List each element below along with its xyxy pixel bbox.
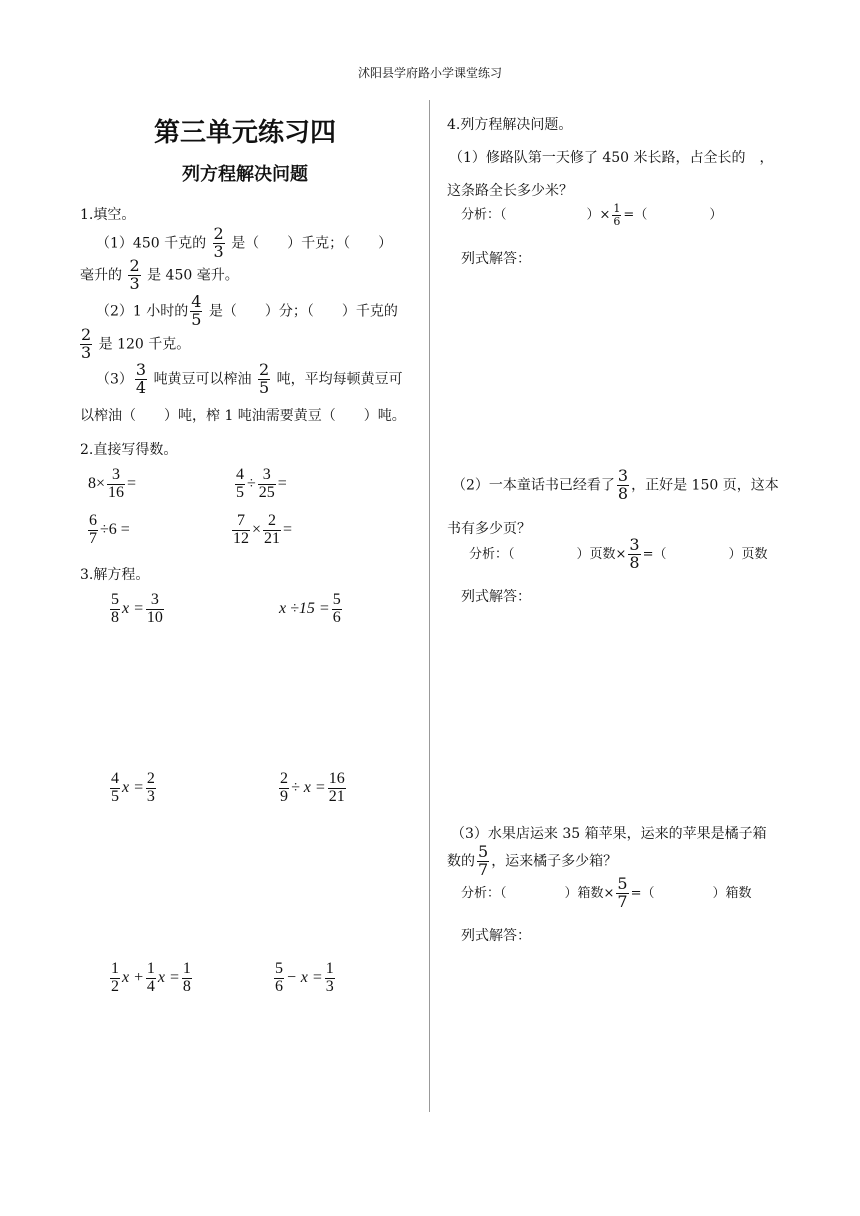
- text: 分析：（: [461, 885, 507, 901]
- text: （2）1 小时的: [96, 303, 189, 320]
- fraction: [107, 467, 125, 502]
- numerator: 2: [81, 325, 92, 344]
- denominator: 5: [236, 483, 244, 501]
- numerator: 5: [478, 842, 489, 861]
- expr: =: [127, 474, 137, 492]
- denominator: 8: [629, 552, 640, 572]
- section-3-heading: 3.解方程。: [80, 567, 150, 583]
- text: ，运来橘子多少箱？: [491, 853, 618, 870]
- denominator: 3: [146, 787, 155, 805]
- problem-3-analysis: [461, 876, 752, 911]
- fraction: [128, 258, 140, 293]
- numerator: 3: [258, 467, 276, 485]
- expr: x =: [157, 968, 180, 986]
- text: 分析：（: [461, 207, 507, 223]
- expr: − x =: [286, 968, 323, 986]
- denominator: 8: [617, 483, 629, 503]
- numerator: 2: [280, 770, 288, 787]
- numerator: 2: [263, 513, 281, 531]
- section-2-heading: 2.直接写得数。: [80, 442, 178, 458]
- numerator: 4: [236, 466, 244, 483]
- text: 吨，平均每顿黄豆可: [276, 371, 403, 388]
- solve-label-2: 列式解答：: [461, 589, 531, 605]
- expr: 8×: [88, 474, 106, 492]
- text: 是（ ）千克；（ ）: [231, 235, 393, 252]
- fill-q1-line2: [80, 258, 239, 293]
- numerator: 2: [213, 224, 224, 243]
- fraction: [182, 961, 192, 996]
- fraction: [279, 771, 289, 806]
- denominator: 2: [111, 977, 119, 995]
- fraction: [328, 771, 346, 806]
- section-1-heading: 1.填空。: [80, 207, 136, 223]
- numerator: 1: [325, 960, 334, 977]
- fraction: [146, 961, 156, 996]
- denominator: 3: [213, 241, 224, 261]
- numerator: 2: [259, 360, 270, 379]
- word-problem-1-line2: 这条路全长多少米？: [447, 183, 573, 199]
- denominator: 5: [191, 309, 202, 329]
- fraction: [274, 961, 284, 996]
- numerator: 4: [191, 292, 202, 311]
- numerator: 2: [129, 256, 140, 275]
- numerator: 3: [107, 467, 125, 485]
- text: ）×: [586, 207, 611, 223]
- page-subtitle: 列方程解决问题: [182, 164, 308, 185]
- fraction: [110, 771, 120, 806]
- numerator: 7: [232, 513, 250, 531]
- problem-1-analysis: [461, 203, 722, 227]
- fill-q3-line2: 以榨油（ ）吨，榨 1 吨油需要黄豆（ ）吨。: [80, 408, 406, 424]
- numerator: 4: [111, 770, 119, 787]
- text: ）页数: [728, 546, 768, 562]
- text: 是 450 毫升。: [147, 267, 239, 284]
- equation-4: [277, 771, 348, 806]
- text: ）箱数×: [564, 885, 615, 901]
- fraction: [110, 592, 120, 627]
- text: ，正好是 150 页，这本: [631, 477, 779, 494]
- numerator: 3: [146, 592, 164, 610]
- numerator: 3: [617, 466, 629, 485]
- fill-q1-line1: [96, 226, 392, 261]
- denominator: 21: [328, 787, 345, 805]
- denominator: 12: [233, 529, 249, 547]
- text: =（: [642, 546, 667, 562]
- word-problem-2-line1: [452, 468, 779, 503]
- fraction: [258, 467, 276, 502]
- calc-item-2: [233, 467, 287, 502]
- numerator: 1: [111, 960, 119, 977]
- expr: x ÷15 =: [279, 599, 330, 617]
- numerator: 2: [146, 770, 155, 787]
- text: =（: [630, 885, 655, 901]
- numerator: 1: [146, 960, 155, 977]
- denominator: 3: [325, 977, 334, 995]
- text: ）箱数: [712, 885, 752, 901]
- operator: ×: [252, 520, 262, 538]
- expr: x =: [122, 778, 144, 796]
- fraction: [232, 513, 250, 548]
- fraction: [616, 876, 628, 911]
- denominator: 9: [280, 787, 288, 805]
- denominator: 7: [89, 529, 97, 547]
- text: （2）一本童话书已经看了: [452, 477, 615, 494]
- operator: ÷: [247, 474, 256, 492]
- fraction: [263, 513, 281, 548]
- denominator: 5: [111, 787, 119, 805]
- denominator: 8: [182, 977, 191, 995]
- text: 数的: [447, 853, 475, 870]
- denominator: 16: [108, 483, 125, 501]
- page-title: 第三单元练习四: [153, 118, 336, 148]
- text: 毫升的: [80, 267, 122, 284]
- fraction: [146, 771, 156, 806]
- fraction: [135, 362, 147, 397]
- denominator: 4: [146, 977, 155, 995]
- page-header: 沭阳县学府路小学课堂练习: [357, 66, 502, 80]
- word-problem-3-line2: [447, 844, 617, 879]
- text: （3）: [96, 371, 133, 388]
- numerator: 1: [182, 960, 191, 977]
- word-problem-1-line1: （1）修路队第一天修了 450 米长路，占全长的 ，: [449, 150, 774, 166]
- text: 吨黄豆可以榨油: [153, 371, 252, 388]
- equation-5: [108, 961, 194, 996]
- expr: =: [277, 474, 287, 492]
- fill-q2-line2: [78, 327, 190, 362]
- denominator: 7: [478, 859, 489, 879]
- denominator: 10: [146, 608, 163, 626]
- numerator: 16: [328, 770, 345, 787]
- fraction: [80, 327, 92, 362]
- denominator: 5: [259, 377, 270, 397]
- fraction: [258, 362, 270, 397]
- numerator: 3: [135, 360, 147, 379]
- fraction: [325, 961, 335, 996]
- fraction: [213, 226, 225, 261]
- fill-q3-line1: [96, 362, 403, 397]
- denominator: 4: [135, 377, 147, 397]
- calc-item-4: [230, 513, 292, 548]
- denominator: 3: [129, 273, 140, 293]
- calc-item-1: [88, 467, 136, 502]
- column-divider: [429, 100, 430, 1112]
- expr: x +: [122, 968, 144, 986]
- expr: ÷6 =: [100, 520, 130, 538]
- text: ）: [709, 207, 723, 223]
- numerator: 5: [111, 591, 119, 608]
- fraction: [628, 537, 640, 572]
- text: 分析：（: [469, 546, 515, 562]
- equation-2: [279, 592, 344, 627]
- denominator: 7: [617, 891, 628, 911]
- fraction: [617, 468, 629, 503]
- denominator: 6: [275, 977, 283, 995]
- text: （1）450 千克的: [96, 235, 207, 252]
- denominator: 6: [613, 214, 621, 228]
- fraction: [612, 203, 621, 227]
- denominator: 25: [258, 483, 275, 501]
- numerator: 1: [613, 202, 621, 215]
- word-problem-2-line2: 书有多少页？: [447, 521, 531, 537]
- text: 是 120 千克。: [98, 336, 191, 353]
- fraction: [235, 467, 245, 502]
- problem-2-analysis: [469, 537, 768, 572]
- section-4-heading: 4.列方程解决问题。: [447, 117, 573, 133]
- fill-q2-line1: [96, 294, 398, 329]
- denominator: 8: [111, 608, 119, 626]
- text: 是（ ）分；（ ）千克的: [208, 303, 398, 320]
- numerator: 6: [89, 512, 97, 529]
- denominator: 6: [332, 608, 341, 626]
- numerator: 5: [617, 874, 628, 893]
- equation-6: [272, 961, 337, 996]
- solve-label-3: 列式解答：: [461, 928, 531, 944]
- numerator: 5: [275, 960, 283, 977]
- fraction: [88, 513, 98, 548]
- numerator: 3: [629, 535, 640, 554]
- denominator: 21: [264, 529, 281, 547]
- numerator: 5: [332, 591, 341, 608]
- calc-item-3: [86, 513, 130, 548]
- equation-1: [108, 592, 166, 627]
- fraction: [332, 592, 342, 627]
- denominator: 3: [81, 342, 92, 362]
- equation-3: [108, 771, 158, 806]
- fraction: [146, 592, 164, 627]
- fraction: [110, 961, 120, 996]
- text: ）页数×: [576, 546, 627, 562]
- word-problem-3-line1: （3）水果店运来 35 箱苹果，运来的苹果是橘子箱: [451, 826, 767, 842]
- text: =（: [623, 207, 648, 223]
- expr: x =: [122, 599, 144, 617]
- fraction: [190, 294, 202, 329]
- fraction: [477, 844, 489, 879]
- expr: ÷ x =: [291, 778, 326, 796]
- solve-label-1: 列式解答：: [461, 251, 531, 267]
- expr: =: [283, 520, 293, 538]
